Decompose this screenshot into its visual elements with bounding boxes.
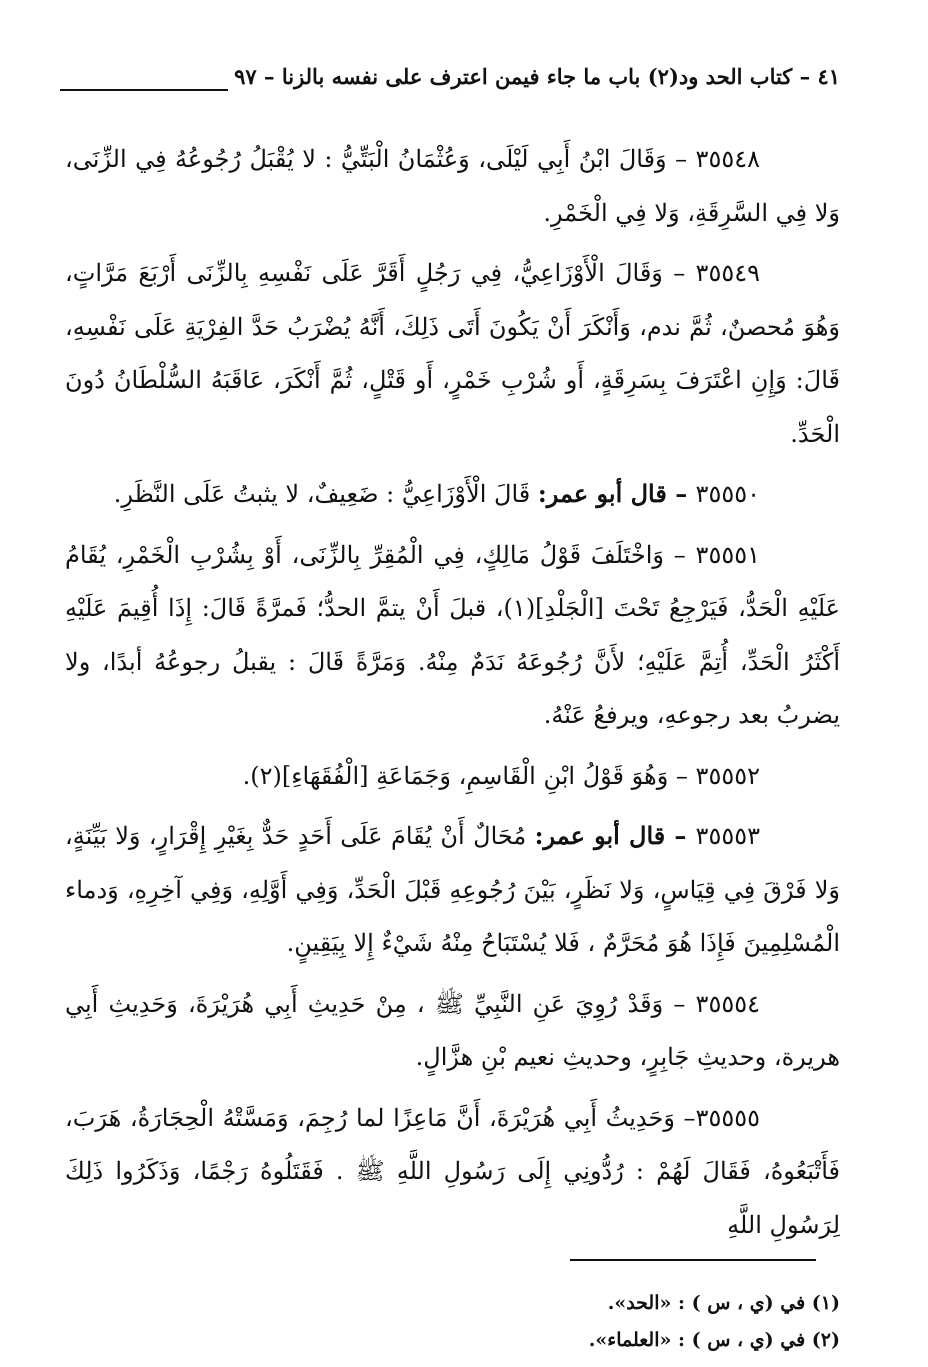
paragraph (65, 749, 840, 804)
paragraph-text: – وَهُوَ قَوْلُ ابْنِ الْقَاسِمِ، وَجَمَاعَةِ [الْفُقَهَاءِ](٢). (242, 761, 696, 790)
paragraph-text: – وَاخْتَلَفَ قَوْلُ مَالِكٍ، فِي الْمُقِرِّ بِالزِّنَى، أَوْ بِشُرْبِ الْخَمْرِ، يُقَامُ عَلَيْهِ الْحَدُّ، فَيَرْجِعُ تَحْتَ [الْجَلْدِ](١)، قبلَ أَنْ يتمَّ الحدُّ؛ فَمرَّةً قَالَ: إِذَا أُقِيمَ عَلَيْهِ أَكْثَرُ الْحَدِّ، أُتِمَّ عَلَيْهِ؛ لأَنَّ رُجُوعَهُ نَدَمٌ مِنْهُ. وَمَرَّةً قَالَ : يقبلُ رجوعُهُ أبدًا، ولا يضربُ بعد رجوعهِ، ويرفعُ عَنْهُ. (65, 540, 840, 729)
paragraph-number: ٣٥٥٥١ (695, 540, 760, 569)
paragraph-number: ٣٥٥٥٤ (695, 989, 760, 1018)
paragraph (65, 132, 840, 240)
paragraph-number: ٣٥٥٤٩ (695, 259, 760, 287)
paragraph-number: ٣٥٥٥٣ (695, 822, 760, 850)
paragraph (65, 467, 840, 522)
paragraph-number: ٣٥٥٥٢ (695, 761, 760, 790)
paragraph (65, 809, 840, 971)
paragraph (65, 977, 840, 1085)
main-text (65, 132, 840, 1258)
paragraph (65, 1091, 840, 1253)
paragraph-text: – وَحَدِيثُ أَبِي هُرَيْرَةَ، أَنَّ مَاعِزًا لما رُجِمَ، وَمَسَّتْهُ الْحِجَارَةُ، هَرَبَ، فَأَتْبَعُوهُ، فَقَالَ لَهُمْ : رُدُّونِي إِلَى رَسُولِ اللَّهِ ﷺ . فَقَتَلُوهُ رَجْمًا، وَذَكَرُوا ذَلِكَ لِرَسُولِ اللَّهِ (65, 1103, 840, 1239)
paragraph-number: ٣٥٥٤٨ (695, 145, 760, 173)
footnotes (100, 1285, 840, 1359)
footnote: (٢) في (ي ، س ) : «العلماء». (588, 1329, 840, 1351)
paragraph-number: ٣٥٥٥٥ (695, 1103, 760, 1132)
footnote-rule (570, 1259, 816, 1261)
paragraph-number: ٣٥٥٥٠ (695, 480, 760, 508)
paragraph (65, 528, 840, 743)
footnote: (١) في (ي ، س ) : «الحد». (607, 1292, 840, 1314)
paragraph-text: مُحَالٌ أَنْ يُقَامَ عَلَى أَحَدٍ حَدٌّ بِغَيْرِ إِقْرَارٍ، وَلا بَيِّنَةٍ، وَلا فَرْقَ فِي قِيَاسٍ، وَلا نَظَرٍ، بَيْنَ رُجُوعِهِ قَبْلَ الْحَدِّ، وَفِي أَوَّلِهِ، وَفِي آخِرِهِ، وَدماء الْمُسْلِمِينَ فَإِذَا هُوَ مُحَرَّمٌ ، فَلا يُسْتَبَاحُ مِنْهُ شَيْءٌ إِلا بِيَقِينٍ. (65, 822, 840, 957)
header-rule (60, 89, 228, 91)
paragraph-text: – وَقَالَ ابْنُ أَبِي لَيْلَى، وَعُثْمَانُ الْبَتِّيُّ : لا يُقْبَلُ رُجُوعُهُ فِي الزِّنَى، وَلا فِي السَّرِقَةِ، وَلا فِي الْخَمْرِ. (65, 145, 840, 227)
paragraph-lead: – قال أبو عمر: (537, 479, 696, 508)
paragraph-lead: – قال أبو عمر: (534, 821, 696, 850)
paragraph (65, 246, 840, 461)
running-header: ٤١ – كتاب الحد ود(٢) باب ما جاء فيمن اعترف على نفسه بالزنا – ٩٧ (234, 64, 840, 89)
paragraph-text: – وَقَالَ الْأَوْزَاعِيُّ، فِي رَجُلٍ أَقَرَّ عَلَى نَفْسِهِ بِالزِّنَى أَرْبَعَ مَرَّاتٍ، وَهُوَ مُحصنٌ، ثُمَّ ندم، وَأَنْكَرَ أَنْ يَكُونَ أَتَى ذَلِكَ، أَنَّهُ يُضْرَبُ حَدَّ الفِرْيَةِ عَلَى نَفْسِهِ، قَالَ: وَإِنِ اعْتَرَفَ بِسَرِقَةٍ، أَو شُرْبِ خَمْرٍ، أَو قَتْلٍ، ثُمَّ أَنْكَرَ، عَاقَبَهُ السُّلْطَانُ دُونَ الْحَدِّ. (65, 259, 840, 448)
page-header (60, 64, 840, 100)
paragraph-text: قَالَ الْأَوْزَاعِيُّ : ضَعِيفٌ، لا يثبتُ عَلَى النَّظَرِ. (113, 480, 538, 508)
paragraph-text: – وَقَدْ رُوِيَ عَنِ النَّبِيِّ ﷺ ، مِنْ حَدِيثِ أَبِي هُرَيْرَةَ، وَحَدِيثِ أَبِي هريرة، وحديثِ جَابِرٍ، وحديثِ نعيم بْنِ هزَّالٍ. (65, 989, 840, 1071)
